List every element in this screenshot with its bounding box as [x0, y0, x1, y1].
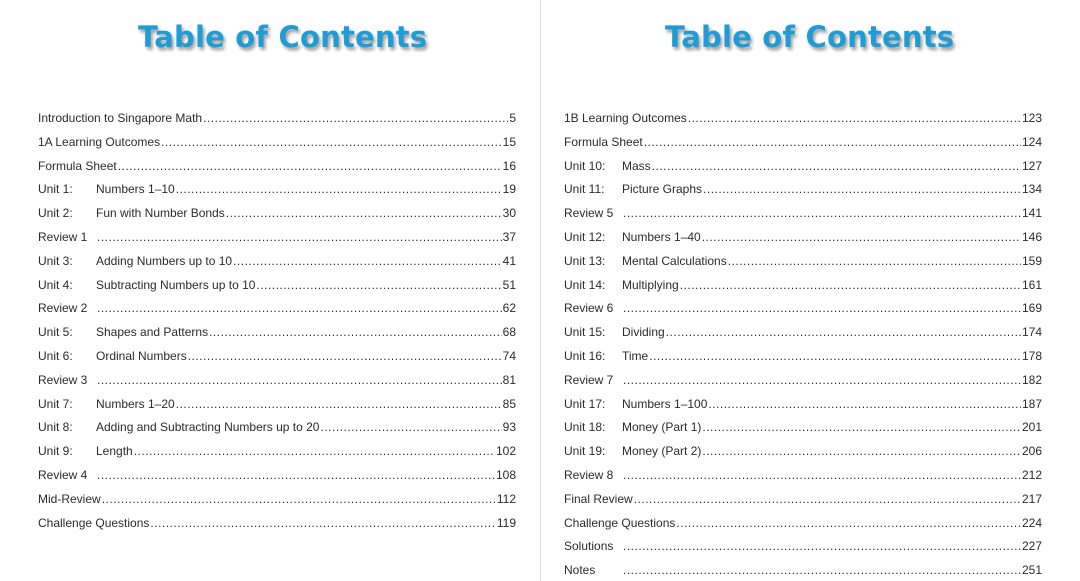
toc-entry[interactable]	[564, 345, 1042, 369]
entry-title: Money (Part 1)	[622, 420, 702, 435]
entry-title: Adding and Subtracting Numbers up to 20	[96, 420, 320, 435]
toc-entry[interactable]	[38, 178, 516, 202]
entry-label: Challenge Questions	[38, 515, 150, 530]
entry-page-number: 169	[1021, 301, 1042, 316]
toc-entry[interactable]	[38, 512, 516, 536]
entry-page-number: 102	[495, 444, 516, 459]
entry-page-number: 251	[1021, 563, 1042, 578]
entry-title: Ordinal Numbers	[96, 348, 187, 363]
toc-entry[interactable]	[564, 488, 1042, 512]
toc-entry[interactable]	[38, 321, 516, 345]
entry-page-number: 119	[496, 515, 516, 530]
entry-page-number: 124	[1021, 134, 1042, 149]
dot-leader	[203, 107, 508, 131]
entry-label: Review 5	[564, 206, 614, 221]
dot-leader	[256, 274, 501, 298]
right-page-title: Table of Contents	[665, 20, 955, 54]
dot-leader	[680, 274, 1021, 298]
entry-title: Adding Numbers up to 10	[96, 253, 233, 268]
entry-label: Formula Sheet	[564, 134, 643, 149]
entry-page-number: 224	[1021, 515, 1042, 530]
entry-page-number: 68	[502, 325, 516, 340]
entry-title: Mental Calculations	[622, 253, 727, 268]
entry-title: Subtracting Numbers up to 10	[96, 277, 256, 292]
entry-page-number: 187	[1021, 396, 1042, 411]
dot-leader	[702, 440, 1021, 464]
toc-entry[interactable]	[564, 321, 1042, 345]
dot-leader	[97, 464, 495, 488]
entry-page-number: 217	[1021, 491, 1042, 506]
toc-entry[interactable]	[38, 226, 516, 250]
dot-leader	[118, 155, 502, 179]
entry-page-number: 206	[1021, 444, 1042, 459]
entry-label: 1A Learning Outcomes	[38, 134, 161, 149]
entry-title: Numbers 1–10	[96, 182, 175, 197]
entry-title: Picture Graphs	[622, 182, 703, 197]
toc-entry[interactable]	[564, 440, 1042, 464]
entry-page-number: 5	[509, 111, 516, 125]
entry-title: Fun with Number Bonds	[96, 206, 225, 221]
entry-label: Unit 11:	[564, 182, 605, 197]
toc-entry[interactable]	[564, 535, 1042, 559]
toc-entry[interactable]	[564, 155, 1042, 179]
toc-entry[interactable]	[564, 178, 1042, 202]
toc-entry[interactable]	[38, 202, 516, 226]
entry-page-number: 16	[502, 158, 516, 173]
toc-entry[interactable]	[564, 274, 1042, 298]
dot-leader	[97, 297, 502, 321]
entry-label: Unit 9:	[38, 444, 73, 459]
dot-leader	[652, 155, 1021, 179]
entry-label: Review 6	[564, 301, 614, 316]
toc-entry[interactable]	[38, 464, 516, 488]
entry-label: Challenge Questions	[564, 515, 676, 530]
entry-page-number: 30	[502, 206, 516, 221]
entry-label: Review 3	[38, 372, 88, 387]
toc-entry[interactable]	[38, 107, 516, 131]
toc-entry[interactable]	[38, 369, 516, 393]
dot-leader	[634, 488, 1021, 512]
entry-page-number: 174	[1021, 325, 1042, 340]
entry-title: Money (Part 2)	[622, 444, 702, 459]
entry-page-number: 159	[1021, 253, 1042, 268]
dot-leader	[188, 345, 502, 369]
toc-entry[interactable]	[38, 297, 516, 321]
dot-leader	[320, 416, 501, 440]
entry-page-number: 182	[1021, 372, 1042, 387]
dot-leader	[703, 178, 1021, 202]
toc-entry[interactable]	[564, 416, 1042, 440]
toc-entry[interactable]	[38, 345, 516, 369]
toc-entry[interactable]	[564, 107, 1042, 131]
entry-label: Notes	[564, 563, 596, 578]
dot-leader	[623, 464, 1021, 488]
entry-title: Multiplying	[622, 277, 679, 292]
entry-page-number: 212	[1021, 467, 1042, 482]
left-toc-list	[38, 107, 516, 535]
entry-label: Final Review	[564, 491, 633, 506]
entry-label: Review 8	[564, 467, 614, 482]
dot-leader	[623, 297, 1021, 321]
entry-title: Shapes and Patterns	[96, 325, 209, 340]
toc-entry[interactable]	[38, 250, 516, 274]
toc-entry[interactable]	[38, 416, 516, 440]
entry-page-number: 81	[502, 372, 516, 387]
entry-label: Unit 4:	[38, 277, 73, 292]
entry-page-number: 51	[502, 277, 516, 292]
toc-entry[interactable]	[38, 155, 516, 179]
entry-label: Unit 7:	[38, 396, 73, 411]
toc-entry[interactable]	[564, 393, 1042, 417]
entry-page-number: 108	[495, 467, 516, 482]
entry-label: Unit 6:	[38, 348, 73, 363]
dot-leader	[150, 512, 495, 536]
dot-leader	[688, 107, 1021, 131]
entry-label: Unit 5:	[38, 325, 73, 340]
entry-title: Time	[622, 348, 649, 363]
entry-label: Mid-Review	[38, 491, 101, 506]
entry-label: Review 4	[38, 467, 88, 482]
entry-label: Review 1	[38, 229, 88, 244]
entry-label: Unit 3:	[38, 253, 73, 268]
toc-entry[interactable]	[38, 393, 516, 417]
entry-page-number: 37	[502, 229, 516, 244]
entry-page-number: 227	[1021, 539, 1042, 554]
dot-leader	[666, 321, 1021, 345]
entry-page-number: 93	[502, 420, 516, 435]
entry-label: Unit 18:	[564, 420, 606, 435]
entry-page-number: 15	[502, 134, 516, 149]
dot-leader	[226, 202, 502, 226]
entry-title: Length	[96, 444, 133, 459]
toc-entry[interactable]	[38, 131, 516, 155]
dot-leader	[623, 559, 1021, 581]
toc-entry[interactable]	[564, 297, 1042, 321]
toc-entry[interactable]	[564, 250, 1042, 274]
toc-entry[interactable]	[564, 512, 1042, 536]
dot-leader	[134, 440, 495, 464]
toc-entry[interactable]	[38, 440, 516, 464]
entry-title: Numbers 1–20	[96, 396, 175, 411]
dot-leader	[623, 369, 1021, 393]
entry-title: Dividing	[622, 325, 665, 340]
dot-leader	[702, 226, 1021, 250]
right-page	[541, 0, 1080, 581]
toc-entry[interactable]	[564, 202, 1042, 226]
entry-label: Unit 1:	[38, 182, 73, 197]
dot-leader	[209, 321, 502, 345]
dot-leader	[623, 535, 1021, 559]
entry-page-number: 19	[502, 182, 516, 197]
entry-label: Unit 2:	[38, 206, 73, 221]
entry-page-number: 123	[1021, 111, 1042, 125]
entry-label: Review 7	[564, 372, 614, 387]
left-page-title: Table of Contents	[138, 20, 428, 54]
dot-leader	[97, 226, 502, 250]
entry-page-number: 74	[502, 348, 516, 363]
dot-leader	[649, 345, 1021, 369]
dot-leader	[233, 250, 502, 274]
entry-label: Review 2	[38, 301, 88, 316]
dot-leader	[161, 131, 502, 155]
entry-label: Solutions	[564, 539, 614, 554]
dot-leader	[97, 369, 502, 393]
toc-entry[interactable]	[564, 464, 1042, 488]
entry-label: Introduction to Singapore Math	[38, 111, 203, 125]
dot-leader	[623, 202, 1021, 226]
entry-page-number: 62	[502, 301, 516, 316]
entry-title: Mass	[622, 158, 651, 173]
entry-label: Unit 12:	[564, 229, 606, 244]
dot-leader	[176, 178, 502, 202]
entry-page-number: 201	[1021, 420, 1042, 435]
toc-entry[interactable]	[564, 226, 1042, 250]
entry-label: Unit 17:	[564, 396, 606, 411]
toc-entry[interactable]	[564, 369, 1042, 393]
entry-page-number: 85	[502, 396, 516, 411]
entry-page-number: 41	[502, 253, 516, 268]
entry-page-number: 127	[1021, 158, 1042, 173]
dot-leader	[176, 393, 502, 417]
dot-leader	[102, 488, 496, 512]
entry-label: Unit 19:	[564, 444, 606, 459]
entry-page-number: 112	[496, 491, 516, 506]
entry-page-number: 141	[1021, 206, 1042, 221]
dot-leader	[728, 250, 1021, 274]
entry-label: Unit 10:	[564, 158, 606, 173]
entry-label: 1B Learning Outcomes	[564, 111, 687, 125]
dot-leader	[702, 416, 1021, 440]
entry-label: Unit 14:	[564, 277, 606, 292]
dot-leader	[708, 393, 1021, 417]
right-toc-list	[564, 107, 1042, 581]
entry-label: Formula Sheet	[38, 158, 117, 173]
entry-label: Unit 15:	[564, 325, 606, 340]
entry-page-number: 161	[1021, 277, 1042, 292]
dot-leader	[644, 131, 1021, 155]
toc-entry[interactable]	[38, 488, 516, 512]
entry-title: Numbers 1–100	[622, 396, 708, 411]
dot-leader	[676, 512, 1021, 536]
entry-page-number: 146	[1021, 229, 1042, 244]
entry-title: Numbers 1–40	[622, 229, 701, 244]
toc-entry[interactable]	[564, 131, 1042, 155]
entry-label: Unit 16:	[564, 348, 606, 363]
entry-label: Unit 8:	[38, 420, 73, 435]
entry-page-number: 134	[1021, 182, 1042, 197]
toc-entry[interactable]	[564, 559, 1042, 581]
entry-page-number: 178	[1021, 348, 1042, 363]
toc-entry[interactable]	[38, 274, 516, 298]
entry-label: Unit 13:	[564, 253, 606, 268]
